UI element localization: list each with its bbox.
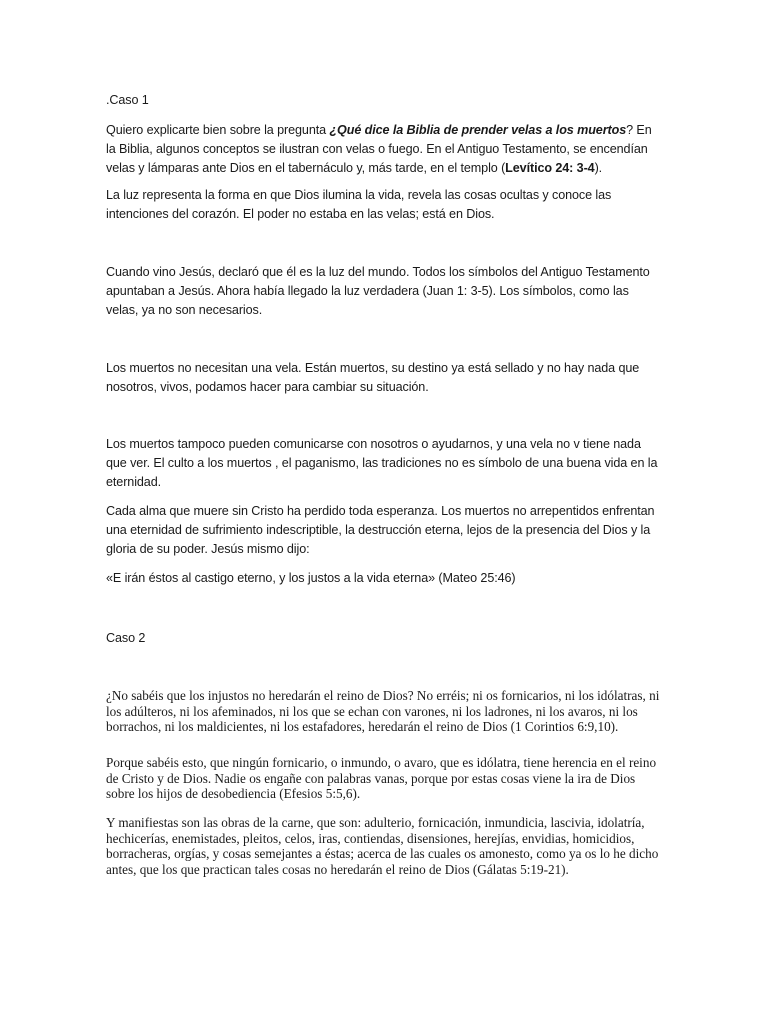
p1-text-start: Quiero explicarte bien sobre la pregunta [106, 123, 330, 137]
caso2-paragraph-3: Y manifiestas son las obras de la carne, que son: adulterio, fornicación, inmundicia, lascivia, idolatría, hechicerías, enemistades, pleitos, celos, iras, contiendas, disensiones, herejías, envidias, homicidios, borracheras, orgías, y cosas semejantes a éstas; acerca de las cuales os amonesto, como ya os lo he dicho antes, que los que practican tales cosas no heredarán el reino de Dios (Gálatas 5:19-21). [106, 815, 659, 877]
caso1-paragraph-4: Los muertos no necesitan una vela. Están muertos, su destino ya está sellado y no hay nada que nosotros, vivos, podamos hacer para cambiar su situación. [106, 361, 640, 394]
p1-question: Qué dice la Biblia de prender velas a los muertos [337, 123, 627, 137]
caso2-paragraph-1: ¿No sabéis que los injustos no heredarán el reino de Dios? No erréis; ni os fornicarios, ni los idólatras, ni los adúlteros, ni los afeminados, ni los que se echan con varones, ni los ladrones, ni los avaros, ni los borrachos, ni los maldicientes, ni los estafadores, heredarán el reino de Dios (1 Corintios 6:9,10). [106, 688, 660, 734]
caso1-paragraph-5: Los muertos tampoco pueden comunicarse con nosotros o ayudarnos, y una vela no v tiene nada que ver. El culto a los muertos , el paganismo, las tradiciones no es símbolo de una buena vida en la eternidad. [106, 437, 658, 489]
p1-text-end: ). [594, 161, 603, 175]
caso1-paragraph-1 [106, 121, 661, 178]
caso2-heading: Caso 2 [106, 631, 146, 645]
caso1-quote: «E irán éstos al castigo eterno, y los justos a la vida eterna» (Mateo 25:46) [106, 571, 516, 585]
p1-text-mid: ? En la Biblia, algunos conceptos se ilustran con velas o fuego. En el Antiguo Testamento, se encendían velas y lámparas ante Dios en el tabernáculo y, más tarde, en el templo ( [106, 123, 652, 175]
caso1-paragraph-3: Cuando vino Jesús, declaró que él es la luz del mundo. Todos los símbolos del Antiguo Testamento apuntaban a Jesús. Ahora había llegado la luz verdadera (Juan 1: 3-5). Los símbolos, como las velas, ya no son necesarios. [106, 265, 650, 317]
caso1-heading: .Caso 1 [106, 93, 149, 107]
caso2-paragraph-2: Porque sabéis esto, que ningún fornicario, o inmundo, o avaro, que es idólatra, tiene herencia en el reino de Cristo y de Dios. Nadie os engañe con palabras vanas, porque por estas cosas viene la ira de Dios sobre los hijos de desobediencia (Efesios 5:5,6). [106, 755, 657, 801]
caso1-paragraph-2: La luz representa la forma en que Dios ilumina la vida, revela las cosas ocultas y conoce las intenciones del corazón. El poder no estaba en las velas; está en Dios. [106, 188, 612, 221]
caso1-paragraph-6: Cada alma que muere sin Cristo ha perdido toda esperanza. Los muertos no arrepentidos enfrentan una eternidad de sufrimiento indescriptible, la destrucción eterna, lejos de la presencia del Dios y la gloria de su poder. Jesús mismo dijo: [106, 504, 655, 556]
p1-reference: Levítico 24: 3-4 [505, 161, 595, 175]
p1-question-open: ¿ [329, 123, 338, 137]
